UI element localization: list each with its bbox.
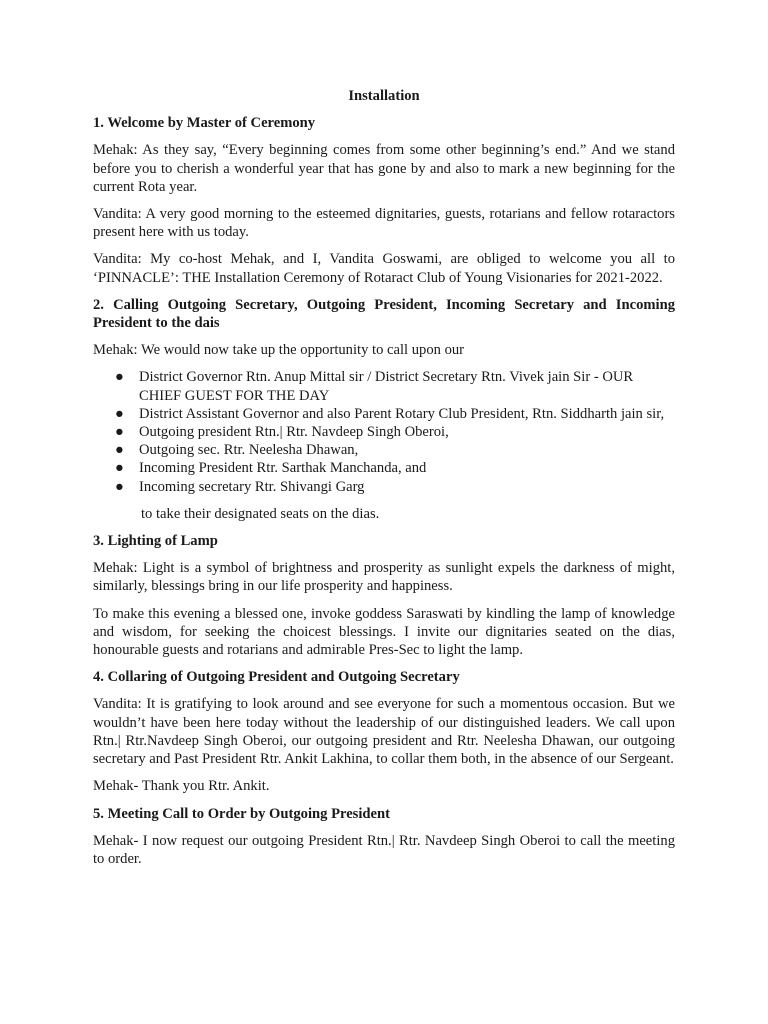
list-item xyxy=(93,368,675,404)
paragraph: Vandita: A very good morning to the esteemed dignitaries, guests, rotarians and fellow rotaractors present here with us today. xyxy=(93,206,675,241)
section-lighting-lamp xyxy=(93,532,675,659)
list-item-text: Outgoing sec. Rtr. Neelesha Dhawan, xyxy=(139,442,359,459)
paragraph: Mehak- Thank you Rtr. Ankit. xyxy=(93,778,270,795)
list-item xyxy=(93,478,675,496)
section-heading: 2. Calling Outgoing Secretary, Outgoing President, Incoming Secretary and Incoming President to the dais xyxy=(93,296,675,332)
section-heading: 5. Meeting Call to Order by Outgoing President xyxy=(93,805,390,822)
bullet-icon: ● xyxy=(115,369,124,386)
section-collaring xyxy=(93,668,675,795)
paragraph: Mehak- I now request our outgoing President Rtn.| Rtr. Navdeep Singh Oberoi to call the meeting to order. xyxy=(93,832,675,867)
bullet-icon: ● xyxy=(115,478,124,495)
bullet-icon: ● xyxy=(115,424,124,441)
section-call-to-order xyxy=(93,805,675,869)
paragraph: Vandita: It is gratifying to look around and see everyone for such a momentous occasion. But we wouldn’t have been here today without the leadership of our distinguished leaders. We call upon Rtn.| Rtr.Navdeep Singh Oberoi, our outgoing president and Rtr. Neelesha Dhawan, our outgoing secretary and Past President Rtr. Ankit Lakhina, to collar them both, in the absence of our Sergeant. xyxy=(93,696,675,768)
list-item xyxy=(93,459,675,477)
paragraph: Mehak: Light is a symbol of brightness and prosperity as sunlight expels the darkness of might, similarly, blessings bring in our life prosperity and happiness. xyxy=(93,560,675,595)
list-item xyxy=(93,423,675,441)
list-item xyxy=(93,441,675,459)
section-heading: 4. Collaring of Outgoing President and Outgoing Secretary xyxy=(93,669,460,686)
list-item-text: District Assistant Governor and also Parent Rotary Club President, Rtn. Siddharth jain sir, xyxy=(139,405,665,422)
bullet-icon: ● xyxy=(115,442,124,459)
paragraph: Mehak: As they say, “Every beginning comes from some other beginning’s end.” And we stand before you to cherish a wonderful year that has gone by and also to mark a new beginning for the current Rota year. xyxy=(93,142,675,195)
section-heading: 3. Lighting of Lamp xyxy=(93,533,218,550)
paragraph: to take their designated seats on the dias. xyxy=(141,505,380,522)
section-welcome xyxy=(93,114,675,287)
list-item-text: Outgoing president Rtn.| Rtr. Navdeep Singh Oberoi, xyxy=(139,424,449,441)
paragraph: Mehak: We would now take up the opportunity to call upon our xyxy=(93,342,465,359)
bullet-icon: ● xyxy=(115,405,124,422)
invitee-list xyxy=(93,368,675,495)
section-calling-dais xyxy=(93,296,675,523)
list-item-text: Incoming secretary Rtr. Shivangi Garg xyxy=(139,478,365,495)
paragraph: To make this evening a blessed one, invoke goddess Saraswati by kindling the lamp of knowledge and wisdom, for seeking the choicest blessings. I invite our dignitaries seated on the dias, honourable guests and rotarians and admirable Pres-Sec to light the lamp. xyxy=(93,605,675,659)
section-heading: 1. Welcome by Master of Ceremony xyxy=(93,115,316,132)
paragraph: Vandita: My co-host Mehak, and I, Vandita Goswami, are obliged to welcome you all to ‘PINNACLE’: THE Installation Ceremony of Rotaract Club of Young Visionaries for 2021-2022. xyxy=(93,251,675,286)
list-item-text: Incoming President Rtr. Sarthak Manchanda, and xyxy=(139,460,427,477)
list-item xyxy=(93,405,675,423)
document-title: Installation xyxy=(348,88,420,104)
list-item-text: District Governor Rtn. Anup Mittal sir / District Secretary Rtn. Vivek jain Sir - OUR CHIEF GUEST FOR THE DAY xyxy=(139,369,634,404)
bullet-icon: ● xyxy=(115,460,124,477)
